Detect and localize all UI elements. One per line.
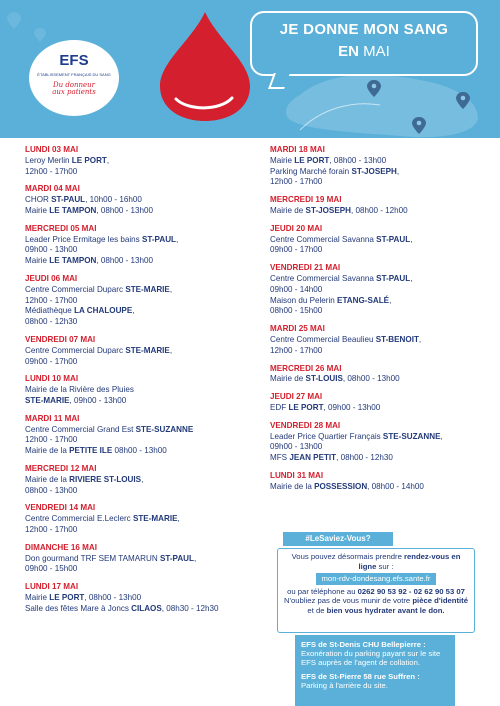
info-text-bold: bien vous hydrater avant le don.: [326, 605, 445, 615]
entry-text: , 08h00 - 13h00: [84, 592, 142, 602]
entry-text: Mairie de: [270, 205, 306, 215]
entry-line: [25, 486, 270, 497]
entry-text: MFS: [270, 453, 290, 463]
info-paragraph-1: [282, 552, 470, 571]
entry-text: ,: [396, 166, 400, 176]
entry-location: LE PORT: [49, 592, 85, 602]
entry-location: STE-SUZANNE: [135, 424, 194, 434]
entry-text: Leader Price Quartier Français: [270, 431, 383, 441]
entry-line: [25, 296, 270, 307]
entry-text: Leroy Merlin: [25, 155, 72, 165]
entry-text: , 08h00 - 12h00: [350, 205, 408, 215]
entry-date: MARDI 25 MAI: [270, 324, 325, 334]
entry-line: [270, 167, 495, 178]
entry-date: LUNDI 17 MAI: [25, 582, 79, 592]
info-text: ou par téléphone au: [287, 586, 358, 596]
entry-location: LE PORT: [288, 402, 324, 412]
efs-logo: [29, 40, 119, 116]
entry-line: [25, 475, 270, 486]
subtitle-en: EN: [338, 43, 359, 60]
entry-date: JEUDI 06 MAI: [25, 273, 78, 283]
schedule-entry: [25, 414, 270, 457]
schedule-column-left: [25, 138, 270, 614]
entry-location: STE-MARIE: [25, 395, 70, 405]
entry-text: Maison du Pelerin: [270, 295, 338, 305]
entry-location: CILAOS: [131, 603, 162, 613]
entry-location: LA CHALOUPE: [74, 306, 133, 316]
entry-text: Mairie de la Rivière des Pluies: [25, 385, 134, 395]
entry-text: , 08h00 - 13h00: [96, 205, 154, 215]
schedule-entry: [25, 184, 270, 216]
entry-text: 09h00 - 13h00: [25, 245, 78, 255]
schedule-entry: [270, 195, 495, 217]
schedule-entry: [25, 224, 270, 267]
entry-line: [25, 446, 270, 457]
entry-text: ,: [440, 431, 443, 441]
footer-box: [295, 635, 455, 706]
entry-text: 12h00 - 17h00: [25, 524, 78, 534]
entry-text: ,: [193, 553, 197, 563]
entry-text: , 08h00 - 13h00: [342, 374, 400, 384]
entry-text: 08h00 - 13h00: [25, 485, 78, 495]
schedule-entry: [25, 374, 270, 406]
entry-line: [270, 306, 495, 317]
entry-text: , 08h00 - 13h00: [96, 256, 154, 266]
entry-date: LUNDI 03 MAI: [25, 145, 79, 154]
schedule-entry: [270, 145, 495, 188]
schedule-column-right: [270, 138, 495, 493]
info-text-bold: rendez-vous en ligne: [358, 552, 461, 571]
entry-text: Mairie: [25, 205, 50, 215]
entry-date: LUNDI 10 MAI: [25, 374, 79, 384]
entry-text: ,: [141, 474, 144, 484]
entry-line: [270, 482, 495, 493]
schedule-entry: [25, 503, 270, 535]
entry-line: [270, 432, 495, 443]
entry-location: STE-SUZANNE: [382, 431, 441, 441]
entry-text: ,: [176, 234, 179, 244]
entry-text: 09h00 - 15h00: [25, 564, 78, 574]
info-text: et de: [307, 605, 327, 615]
entry-location: STE-MARIE: [125, 345, 170, 355]
rdv-website-link[interactable]: mon-rdv-dondesang.efs.sante.fr: [316, 573, 437, 585]
entry-date: JEUDI 27 MAI: [270, 392, 323, 402]
entry-line: [25, 593, 270, 604]
schedule-entry: [25, 274, 270, 328]
logo-tagline-1: Du donneur: [52, 81, 96, 89]
entry-text: , 09h00 - 13h00: [323, 402, 381, 412]
entry-text: Parking Marché forain: [270, 166, 352, 176]
island-map: [286, 75, 478, 138]
entry-text: Mairie de: [270, 374, 306, 384]
entry-text: Centre Commercial Grand Est: [25, 424, 136, 434]
entry-text: 12h00 - 17h00: [270, 345, 323, 355]
header-banner: [0, 0, 500, 138]
entry-text: Centre Commercial Beaulieu: [270, 334, 376, 344]
entry-text: ,: [132, 306, 135, 316]
entry-location: STE-MARIE: [132, 514, 178, 524]
entry-text: Centre Commercial Duparc: [25, 345, 126, 355]
info-title: #LeSaviez-Vous?: [283, 532, 393, 546]
entry-date: MARDI 11 MAI: [25, 413, 80, 423]
schedule-entry: [270, 471, 495, 493]
entry-location: ST-JOSEPH: [305, 205, 351, 215]
entry-text: Médiathèque: [25, 306, 75, 316]
entry-text: 09h00 - 13h00: [270, 442, 323, 452]
entry-text: Mairie: [270, 155, 295, 165]
info-content: [282, 552, 470, 615]
entry-line: [25, 317, 270, 328]
schedule-entry: [270, 324, 495, 356]
info-paragraph-3: [282, 596, 470, 615]
info-text-bold: pièce d'identité: [412, 596, 469, 605]
entry-text: 08h00 - 13h00: [112, 446, 167, 456]
entry-line: [25, 396, 270, 407]
entry-text: , 08h00 - 14h00: [367, 481, 424, 491]
entry-text: ,: [410, 234, 413, 244]
entry-text: Mairie de la: [270, 481, 315, 491]
entry-line: [270, 245, 495, 256]
schedule-entry: [25, 335, 270, 367]
entry-text: Centre Commercial Savanna: [270, 234, 377, 244]
entry-line: [270, 442, 495, 453]
info-text: Vous pouvez désormais prendre: [291, 552, 404, 561]
schedule-entry: [270, 421, 495, 464]
entry-location: LE TAMPON: [49, 205, 97, 215]
footer-title-1: EFS de St-Denis CHU Bellepierre :: [301, 640, 426, 649]
logo-tagline: [29, 82, 119, 96]
logo-subtitle: ÉTABLISSEMENT FRANÇAIS DU SANG: [37, 72, 111, 77]
entry-location: ST-PAUL: [141, 234, 176, 244]
entry-location: LE PORT: [71, 155, 107, 165]
entry-line: [25, 385, 270, 396]
entry-text: Mairie: [25, 592, 50, 602]
entry-text: Leader Price Ermitage les bains: [25, 234, 142, 244]
entry-text: , 10h00 - 16h00: [85, 195, 142, 205]
info-text: sur :: [376, 561, 394, 571]
entry-line: [270, 285, 495, 296]
info-text: N'oubliez pas de vous munir de votre: [283, 596, 413, 605]
schedule-entry: [25, 543, 270, 575]
entry-line: [270, 296, 495, 307]
info-box: [277, 548, 475, 633]
entry-date: VENDREDI 28 MAI: [270, 420, 341, 430]
entry-text: ,: [389, 295, 392, 305]
entry-date: MARDI 18 MAI: [270, 145, 325, 154]
entry-line: [270, 374, 495, 385]
entry-text: ,: [410, 273, 413, 283]
entry-location: PETITE ILE: [69, 446, 113, 456]
entry-text: ,: [418, 334, 422, 344]
schedule-entry: [25, 145, 270, 177]
schedule-entry: [270, 263, 495, 317]
entry-date: MERCREDI 12 MAI: [25, 463, 97, 473]
page-subtitle: [250, 43, 478, 60]
logo-tagline-2: aux patients: [52, 88, 96, 96]
entry-line: [25, 256, 270, 267]
entry-location: STE-MARIE: [125, 284, 170, 294]
entry-location: ST-LOUIS: [305, 374, 343, 384]
entry-text: ,: [169, 345, 173, 355]
entry-location: ST-PAUL: [159, 553, 194, 563]
entry-text: Centre Commercial Duparc: [25, 284, 126, 294]
entry-date: JEUDI 20 MAI: [270, 223, 323, 233]
entry-date: MERCREDI 26 MAI: [270, 363, 342, 373]
entry-location: ST-PAUL: [376, 273, 411, 283]
decor-pin: [7, 12, 46, 42]
entry-text: Mairie: [25, 256, 50, 266]
entry-text: ,: [106, 155, 110, 165]
entry-text: EDF: [270, 402, 289, 412]
entry-line: [270, 453, 495, 464]
phone-numbers: 0262 90 53 92 - 02 62 90 53 07: [357, 586, 465, 596]
entry-line: [270, 206, 495, 217]
entry-location: ST-JOSEPH: [351, 166, 397, 176]
entry-date: MERCREDI 05 MAI: [25, 223, 97, 233]
schedule-entry: [25, 464, 270, 496]
entry-text: 09h00 - 17h00: [270, 245, 323, 255]
entry-date: LUNDI 31 MAI: [270, 470, 324, 480]
entry-line: [25, 514, 270, 525]
entry-text: 12h00 - 17h00: [25, 166, 78, 176]
schedule-entry: [270, 224, 495, 256]
entry-text: Centre Commercial Savanna: [270, 273, 377, 283]
entry-text: ,: [169, 284, 173, 294]
entry-location: ETANG-SALÉ: [337, 295, 390, 305]
entry-date: VENDREDI 14 MAI: [25, 503, 96, 513]
entry-text: , 08h30 - 12h30: [161, 603, 219, 613]
entry-line: [25, 285, 270, 296]
entry-line: [270, 335, 495, 346]
entry-line: [25, 525, 270, 536]
info-paragraph-2: [282, 587, 470, 597]
entry-line: [25, 346, 270, 357]
entry-line: [270, 346, 495, 357]
entry-text: 12h00 - 17h00: [25, 295, 78, 305]
entry-date: MARDI 04 MAI: [25, 184, 80, 194]
entry-text: Centre Commercial E.Leclerc: [25, 514, 133, 524]
entry-line: [270, 274, 495, 285]
entry-line: [25, 235, 270, 246]
entry-location: ST-PAUL: [51, 195, 86, 205]
schedule-entry: [270, 392, 495, 414]
entry-location: POSSESSION: [314, 481, 368, 491]
entry-text: 12h00 - 17h00: [270, 177, 323, 187]
entry-line: [25, 564, 270, 575]
entry-line: [25, 306, 270, 317]
entry-text: Mairie de la: [25, 474, 70, 484]
entry-location: ST-PAUL: [376, 234, 411, 244]
entry-location: LE TAMPON: [49, 256, 97, 266]
entry-line: [25, 245, 270, 256]
entry-line: [25, 206, 270, 217]
entry-text: CHOR: [25, 195, 52, 205]
entry-text: , 08h00 - 13h00: [329, 155, 387, 165]
entry-text: 09h00 - 14h00: [270, 284, 323, 294]
entry-line: [25, 554, 270, 565]
entry-location: ST-BENOIT: [375, 334, 419, 344]
page-title: JE DONNE MON SANG: [279, 21, 449, 38]
entry-text: 08h00 - 15h00: [270, 306, 323, 316]
footer-desc-1: Exonération du parking payant sur le site EFS auprès de l'agent de collation.: [301, 649, 441, 668]
entry-location: RIVIERE ST-LOUIS: [69, 474, 142, 484]
entry-date: VENDREDI 21 MAI: [270, 263, 341, 273]
entry-line: [25, 156, 270, 167]
entry-text: 12h00 - 17h00: [25, 435, 78, 445]
entry-line: [25, 604, 270, 615]
schedule-entry: [25, 582, 270, 614]
entry-line: [270, 156, 495, 167]
entry-line: [25, 357, 270, 368]
subtitle-month: MAI: [363, 43, 390, 60]
entry-date: VENDREDI 07 MAI: [25, 334, 96, 344]
entry-line: [270, 177, 495, 188]
entry-text: , 08h00 - 12h30: [336, 453, 393, 463]
footer-title-2: EFS de St-Pierre 58 rue Suffren :: [301, 671, 420, 681]
entry-text: Mairie de la: [25, 446, 70, 456]
blood-drop-icon: [160, 12, 250, 121]
entry-text: ,: [177, 514, 180, 524]
entry-line: [25, 167, 270, 178]
entry-line: [270, 403, 495, 414]
schedule-entry: [270, 364, 495, 386]
footer-desc-2: Parking à l'arrière du site.: [301, 680, 388, 690]
entry-text: 09h00 - 17h00: [25, 356, 78, 366]
entry-text: Salle des fêtes Mare à Joncs: [25, 603, 132, 613]
entry-line: [270, 235, 495, 246]
entry-line: [25, 435, 270, 446]
entry-date: MERCREDI 19 MAI: [270, 195, 342, 205]
entry-location: LE PORT: [294, 155, 330, 165]
entry-text: Don gourmand TRF SEM TAMARUN: [25, 553, 160, 563]
entry-line: [25, 195, 270, 206]
entry-location: JEAN PETIT: [289, 453, 337, 463]
entry-text: 08h00 - 12h30: [25, 317, 78, 327]
entry-line: [25, 425, 270, 436]
logo-text: EFS: [59, 52, 89, 69]
entry-date: DIMANCHE 16 MAI: [25, 542, 97, 552]
entry-text: , 09h00 - 13h00: [69, 395, 127, 405]
